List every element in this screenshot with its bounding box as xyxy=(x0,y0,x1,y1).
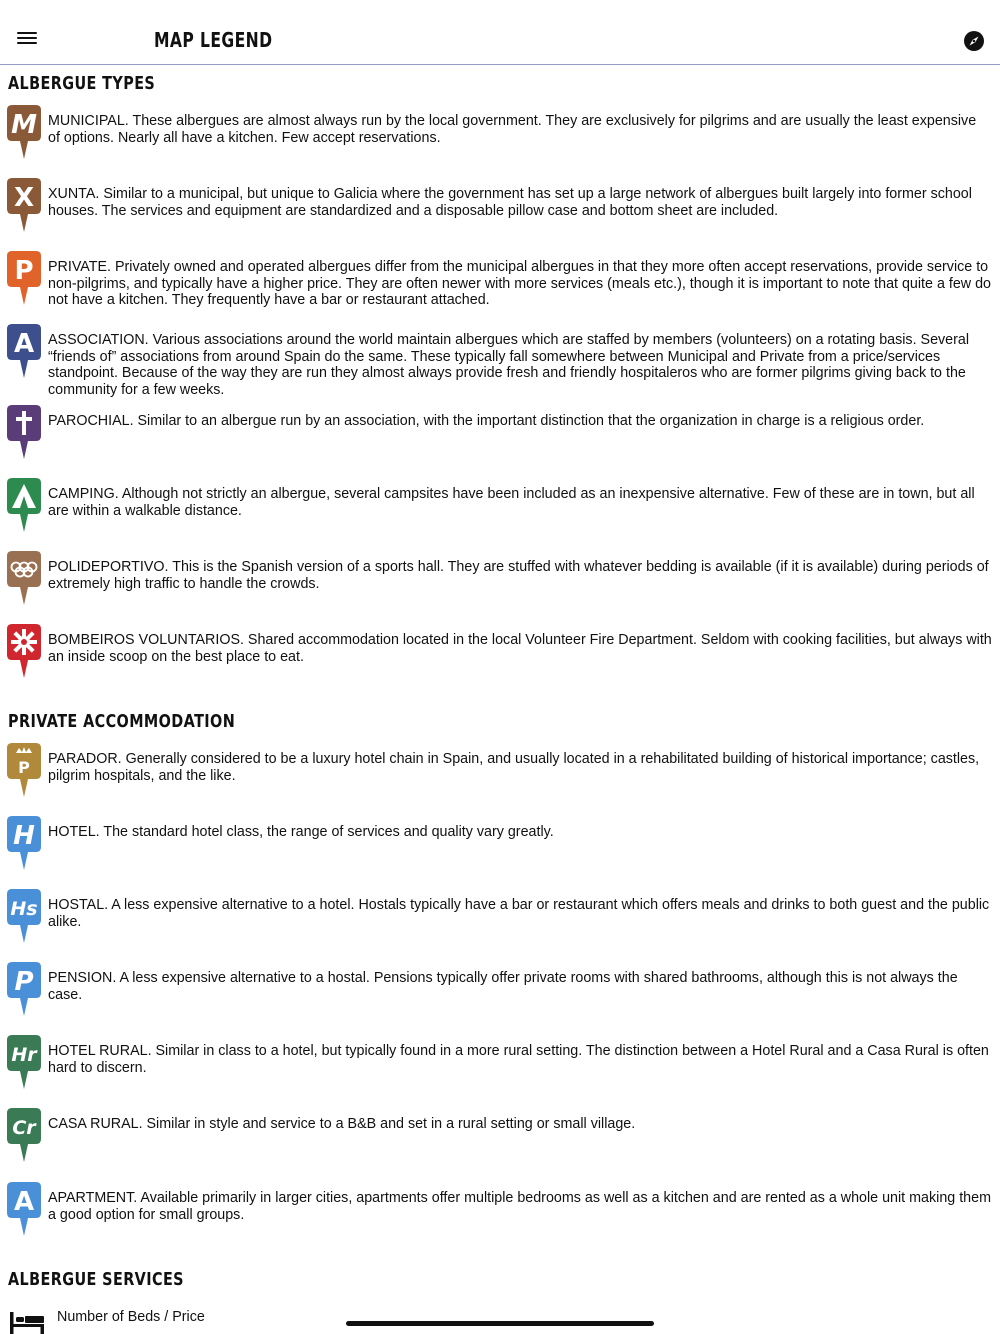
app-header xyxy=(0,0,1000,65)
legend-item-pension xyxy=(0,967,1000,1040)
hamburger-menu-icon[interactable] xyxy=(17,30,37,46)
polideportivo-rings-pin-icon xyxy=(7,551,41,605)
legend-item-text: PARADOR. Generally considered to be a luxury hotel chain in Spain, and usually located in a rehabilitated building of historical importance; castles, pilgrim hospitals, and the like. xyxy=(48,751,980,784)
casa-rural-pin-icon xyxy=(7,1108,41,1162)
legend-item-bombeiros xyxy=(0,632,1000,702)
legend-item-casa-rural xyxy=(0,1116,1000,1186)
svg-text:Cr: Cr xyxy=(12,1117,36,1139)
legend-item-text: HOSTAL. A less expensive alternative to a hotel. Hostals typically have a bar or restaurant which offers meals and drinks to both guest and the public alike. xyxy=(48,897,990,930)
page-title: MAP LEGEND xyxy=(154,28,273,52)
legend-item-text: MUNICIPAL. These albergues are almost always run by the local government. They are exclusively for pilgrims and are usually the least expensive of options. Nearly all have a kitchen. Few accept reservations. xyxy=(48,113,977,146)
camping-tent-pin-icon xyxy=(7,478,41,532)
svg-text:P: P xyxy=(18,758,30,777)
legend-item-text: PRIVATE. Privately owned and operated albergues differ from the municipal albergues in that they more often accept reservations, provide service to non-pilgrims, and typically have a higher price. They are often newer with more services (meals etc.), though it is important to note that quite a few do not have a kitchen. They frequently have a bar or restaurant attached. xyxy=(48,259,992,309)
service-item-label: Number of Beds / Price xyxy=(57,1309,205,1325)
legend-item-xunta xyxy=(0,183,1000,256)
legend-item-municipal xyxy=(0,110,1000,183)
apartment-pin-icon xyxy=(7,1182,41,1236)
legend-item-hostal xyxy=(0,897,1000,967)
service-item-beds xyxy=(0,1304,1000,1334)
legend-item-text: ASSOCIATION. Various associations around the world maintain albergues which are staffed by members (volunteers) on a rotating basis. Several “friends of” associations from around Spain do the same. These typically fall somewhere between Municipal and Private from a price/services standpoint. Because of the way they are run they almost always provide fresh and friendly hospitaleros who are former pilgrims giving back to the community for a few weeks. xyxy=(48,332,970,398)
parador-crown-pin-icon xyxy=(7,743,41,797)
legend-item-apartment xyxy=(0,1187,1000,1260)
legend-item-hotel-rural xyxy=(0,1043,1000,1113)
legend-item-text: HOTEL RURAL. Similar in class to a hotel, but typically found in a more rural setting. The distinction between a Hotel Rural and a Casa Rural is often hard to discern. xyxy=(48,1043,989,1076)
legend-item-text: PENSION. A less expensive alternative to a hostal. Pensions typically offer private rooms with shared bathrooms, although this is not always the case. xyxy=(48,970,958,1003)
legend-item-text: APARTMENT. Available primarily in larger cities, apartments offer multiple bedrooms as well as a kitchen and are rented as a whole unit making them a good option for small groups. xyxy=(48,1190,991,1223)
section-title-albergue-services: ALBERGUE SERVICES xyxy=(8,1269,184,1290)
svg-text:M: M xyxy=(11,110,37,140)
fire-department-pin-icon xyxy=(7,624,41,678)
xunta-pin-icon xyxy=(7,178,41,232)
legend-item-text: HOTEL. The standard hotel class, the range of services and quality vary greatly. xyxy=(48,824,554,840)
legend-item-text: XUNTA. Similar to a municipal, but unique to Galicia where the government has set up a large network of albergues built largely into former school houses. The services and equipment are standardized and a disposable pillow case and bottom sheet are included. xyxy=(48,186,972,219)
pension-pin-icon xyxy=(7,962,41,1016)
bed-icon xyxy=(9,1310,45,1334)
legend-item-text: CAMPING. Although not strictly an albergue, several campsites have been included as an inexpensive alternative. Few of these are in town, but all are within a walkable distance. xyxy=(48,486,975,519)
hostal-pin-icon xyxy=(7,889,41,943)
svg-text:P: P xyxy=(14,967,34,997)
section-title-private-accommodation: PRIVATE ACCOMMODATION xyxy=(8,711,236,732)
legend-item-polideportivo xyxy=(0,559,1000,629)
legend-item-camping xyxy=(0,486,1000,556)
legend-item-text: CASA RURAL. Similar in style and service to a B&B and set in a rural setting or small village. xyxy=(48,1116,636,1132)
parochial-cross-pin-icon xyxy=(7,405,41,459)
hotel-rural-pin-icon xyxy=(7,1035,41,1089)
legend-item-text: BOMBEIROS VOLUNTARIOS. Shared accommodation located in the local Volunteer Fire Department. Seldom with cooking facilities, but always with an inside scoop on the best place to eat. xyxy=(48,632,992,665)
legend-item-private xyxy=(0,256,1000,329)
legend-item-parochial xyxy=(0,413,1000,483)
svg-text:A: A xyxy=(13,1187,35,1217)
svg-text:A: A xyxy=(13,329,35,359)
legend-item-parador xyxy=(0,751,1000,821)
legend-item-text: PAROCHIAL. Similar to an albergue run by an association, with the important distinction that the organization in charge is a religious order. xyxy=(48,413,925,429)
svg-text:Hs: Hs xyxy=(10,898,38,920)
svg-text:H: H xyxy=(13,821,35,851)
home-indicator[interactable] xyxy=(346,1321,654,1326)
municipal-pin-icon xyxy=(7,105,41,159)
compass-icon[interactable] xyxy=(964,31,984,51)
legend-item-association xyxy=(0,329,1000,402)
private-pin-icon xyxy=(7,251,41,305)
legend-item-text: POLIDEPORTIVO. This is the Spanish version of a sports hall. They are stuffed with whatever bedding is available (if it is available) during periods of extremely high traffic to handle the crowds. xyxy=(48,559,989,592)
section-title-albergue-types: ALBERGUE TYPES xyxy=(8,73,156,94)
svg-text:X: X xyxy=(13,183,35,213)
svg-text:Hr: Hr xyxy=(11,1044,37,1066)
hotel-pin-icon xyxy=(7,816,41,870)
svg-text:P: P xyxy=(14,256,34,286)
legend-item-hotel xyxy=(0,821,1000,894)
association-pin-icon xyxy=(7,324,41,378)
